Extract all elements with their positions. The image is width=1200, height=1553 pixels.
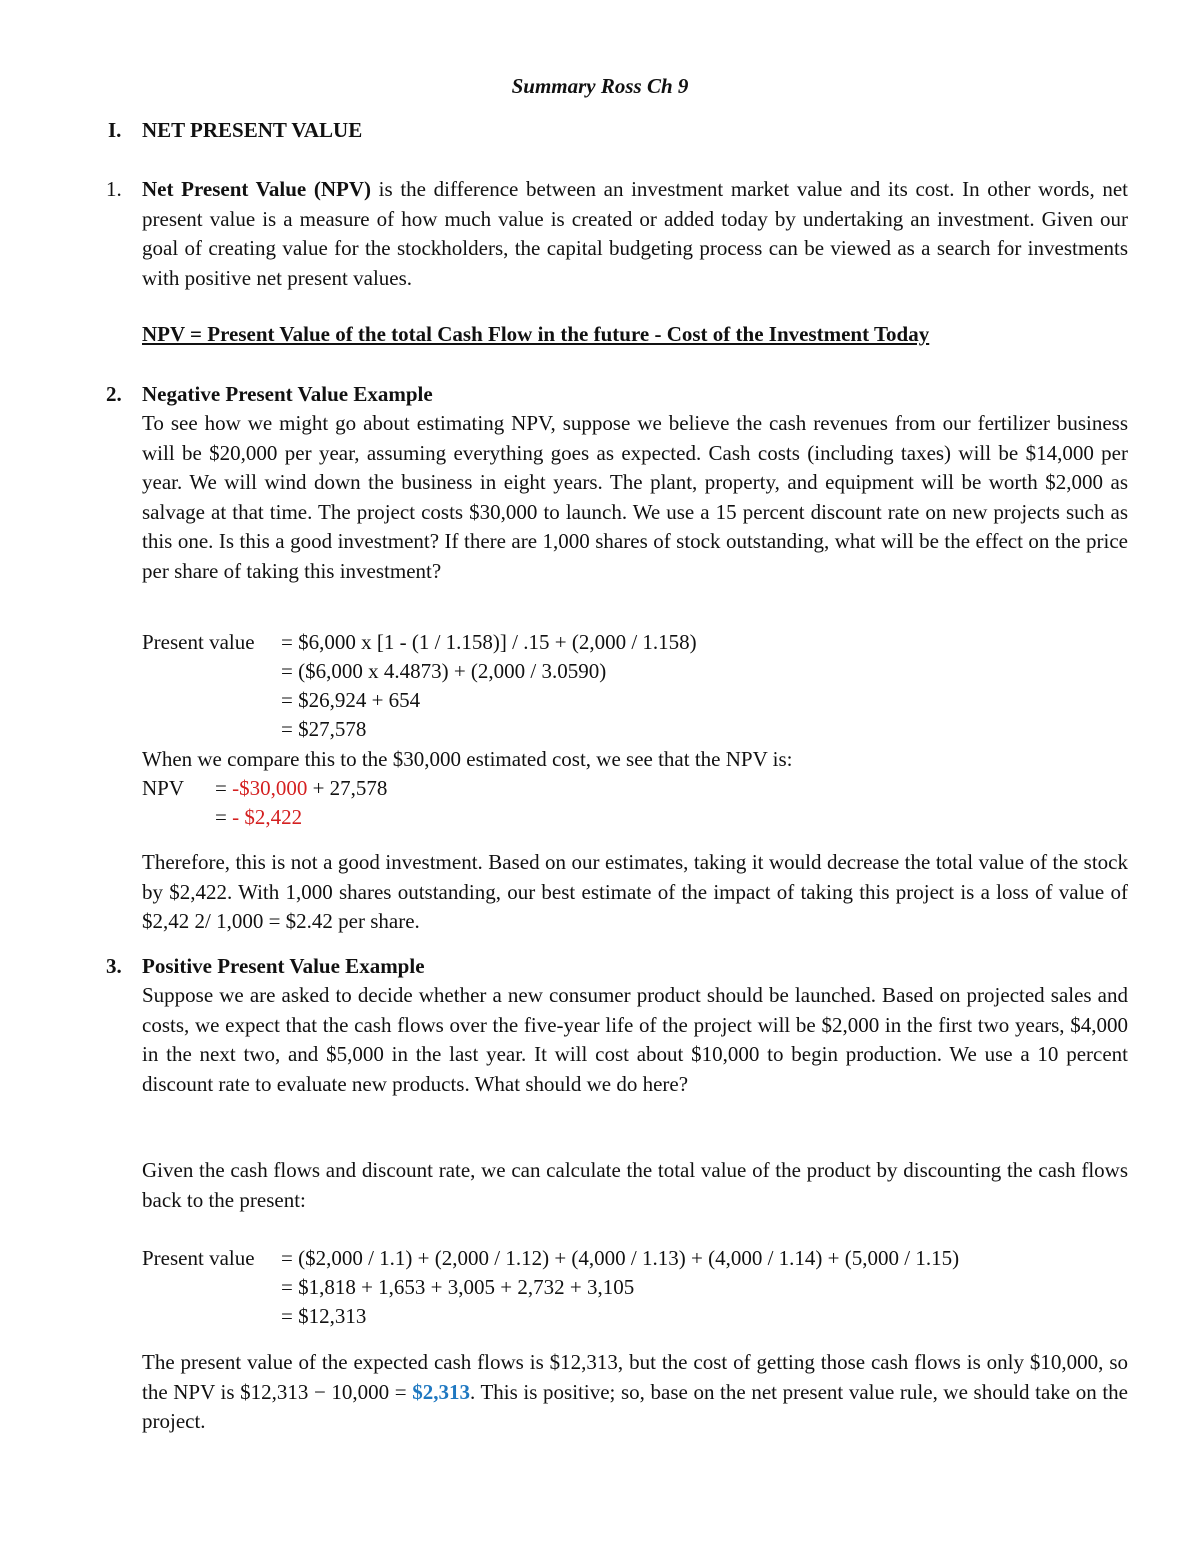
calc-line: = $6,000 x [1 - (1 / 1.158)] / .15 + (2,000 / 1.158) bbox=[281, 630, 697, 654]
calc-label: Present value bbox=[142, 630, 255, 654]
calc-line: = $12,313 bbox=[281, 1304, 367, 1328]
npv-pv-term: + 27,578 bbox=[307, 776, 388, 800]
npv-negative-cost: -$30,000 bbox=[232, 776, 308, 800]
equals-sign: = bbox=[215, 776, 227, 800]
negative-example-heading: Negative Present Value Example bbox=[142, 382, 433, 406]
compare-text: When we compare this to the $30,000 estimated cost, we see that the NPV is: bbox=[142, 747, 793, 771]
npv-definition-text: is the difference between an investment market value and its cost. In other words, net present value is a measure of how much value is created or added today by undertaking an investment. Given our goal of creating value for the stockholders, the capital budgeting process can be viewed as a search for investments with positive net present values. bbox=[142, 177, 1128, 290]
calc-line: = $27,578 bbox=[281, 717, 367, 741]
conclusion-text: . This is positive; so, base on the net present value rule, we should take on the project. bbox=[142, 1379, 1128, 1433]
npv-equation-line bbox=[215, 774, 387, 804]
npv-formula: NPV = Present Value of the total Cash Flow in the future - Cost of the Investment Today bbox=[142, 322, 930, 346]
npv-label: NPV bbox=[142, 776, 185, 800]
item-number: 2. bbox=[106, 382, 122, 406]
negative-example-paragraph: To see how we might go about estimating NPV, suppose we believe the cash revenues from our fertilizer business will be $20,000 per year, assuming everything goes as expected. Cash costs (including taxes) will be $14,000 per year. We will wind down the business in eight years. The plant, property, and equipment will be worth $2,000 as salvage at that time. The project costs $30,000 to launch. We use a 15 percent discount rate on new projects such as this one. Is this a good investment? If there are 1,000 shares of stock outstanding, what will be the effect on the price per share of taking this investment? bbox=[142, 411, 1128, 583]
calc-line: = $26,924 + 654 bbox=[281, 688, 421, 712]
section-numeral: I. bbox=[108, 118, 122, 142]
document-title: Summary Ross Ch 9 bbox=[511, 74, 689, 98]
npv-positive-result: $2,313 bbox=[412, 1379, 470, 1404]
positive-example-paragraph-2: Given the cash flows and discount rate, we can calculate the total value of the product by discounting the cash flows back to the present: bbox=[142, 1158, 1128, 1212]
calc-line: = $1,818 + 1,653 + 3,005 + 2,732 + 3,105 bbox=[281, 1275, 635, 1299]
section-heading: NET PRESENT VALUE bbox=[142, 118, 363, 142]
positive-example-heading: Positive Present Value Example bbox=[142, 954, 425, 978]
npv-negative-result: - $2,422 bbox=[232, 805, 303, 829]
npv-result-line bbox=[215, 803, 302, 833]
npv-term: Net Present Value (NPV) bbox=[142, 177, 372, 201]
calc-line: = ($2,000 / 1.1) + (2,000 / 1.12) + (4,000 / 1.13) + (4,000 / 1.14) + (5,000 / 1.15) bbox=[281, 1246, 960, 1270]
calc-line: = ($6,000 x 4.4873) + (2,000 / 3.0590) bbox=[281, 659, 607, 683]
positive-example-paragraph: Suppose we are asked to decide whether a new consumer product should be launched. Based on projected sales and costs, we expect that the cash flows over the five-year life of the project will be $2,000 in the first two years, $4,000 in the next two, and $5,000 in the last year. It will cost about $10,000 to begin production. We use a 10 percent discount rate to evaluate new products. What should we do here? bbox=[142, 983, 1128, 1096]
item-number: 3. bbox=[106, 954, 122, 978]
positive-example-conclusion bbox=[142, 1348, 1128, 1437]
item-number: 1. bbox=[106, 177, 122, 201]
calc-label: Present value bbox=[142, 1246, 255, 1270]
npv-definition-paragraph bbox=[142, 175, 1128, 293]
negative-example-conclusion: Therefore, this is not a good investment. Based on our estimates, taking it would decrease the total value of the stock by $2,422. With 1,000 shares outstanding, our best estimate of the impact of taking this project is a loss of value of $2,42 2/ 1,000 = $2.42 per share. bbox=[142, 850, 1128, 933]
equals-sign: = bbox=[215, 805, 227, 829]
conclusion-text: The present value of the expected cash flows is $12,313, but the cost of getting those cash flows is only $10,000, so the NPV is $12,313 − 10,000 = bbox=[142, 1350, 1128, 1404]
